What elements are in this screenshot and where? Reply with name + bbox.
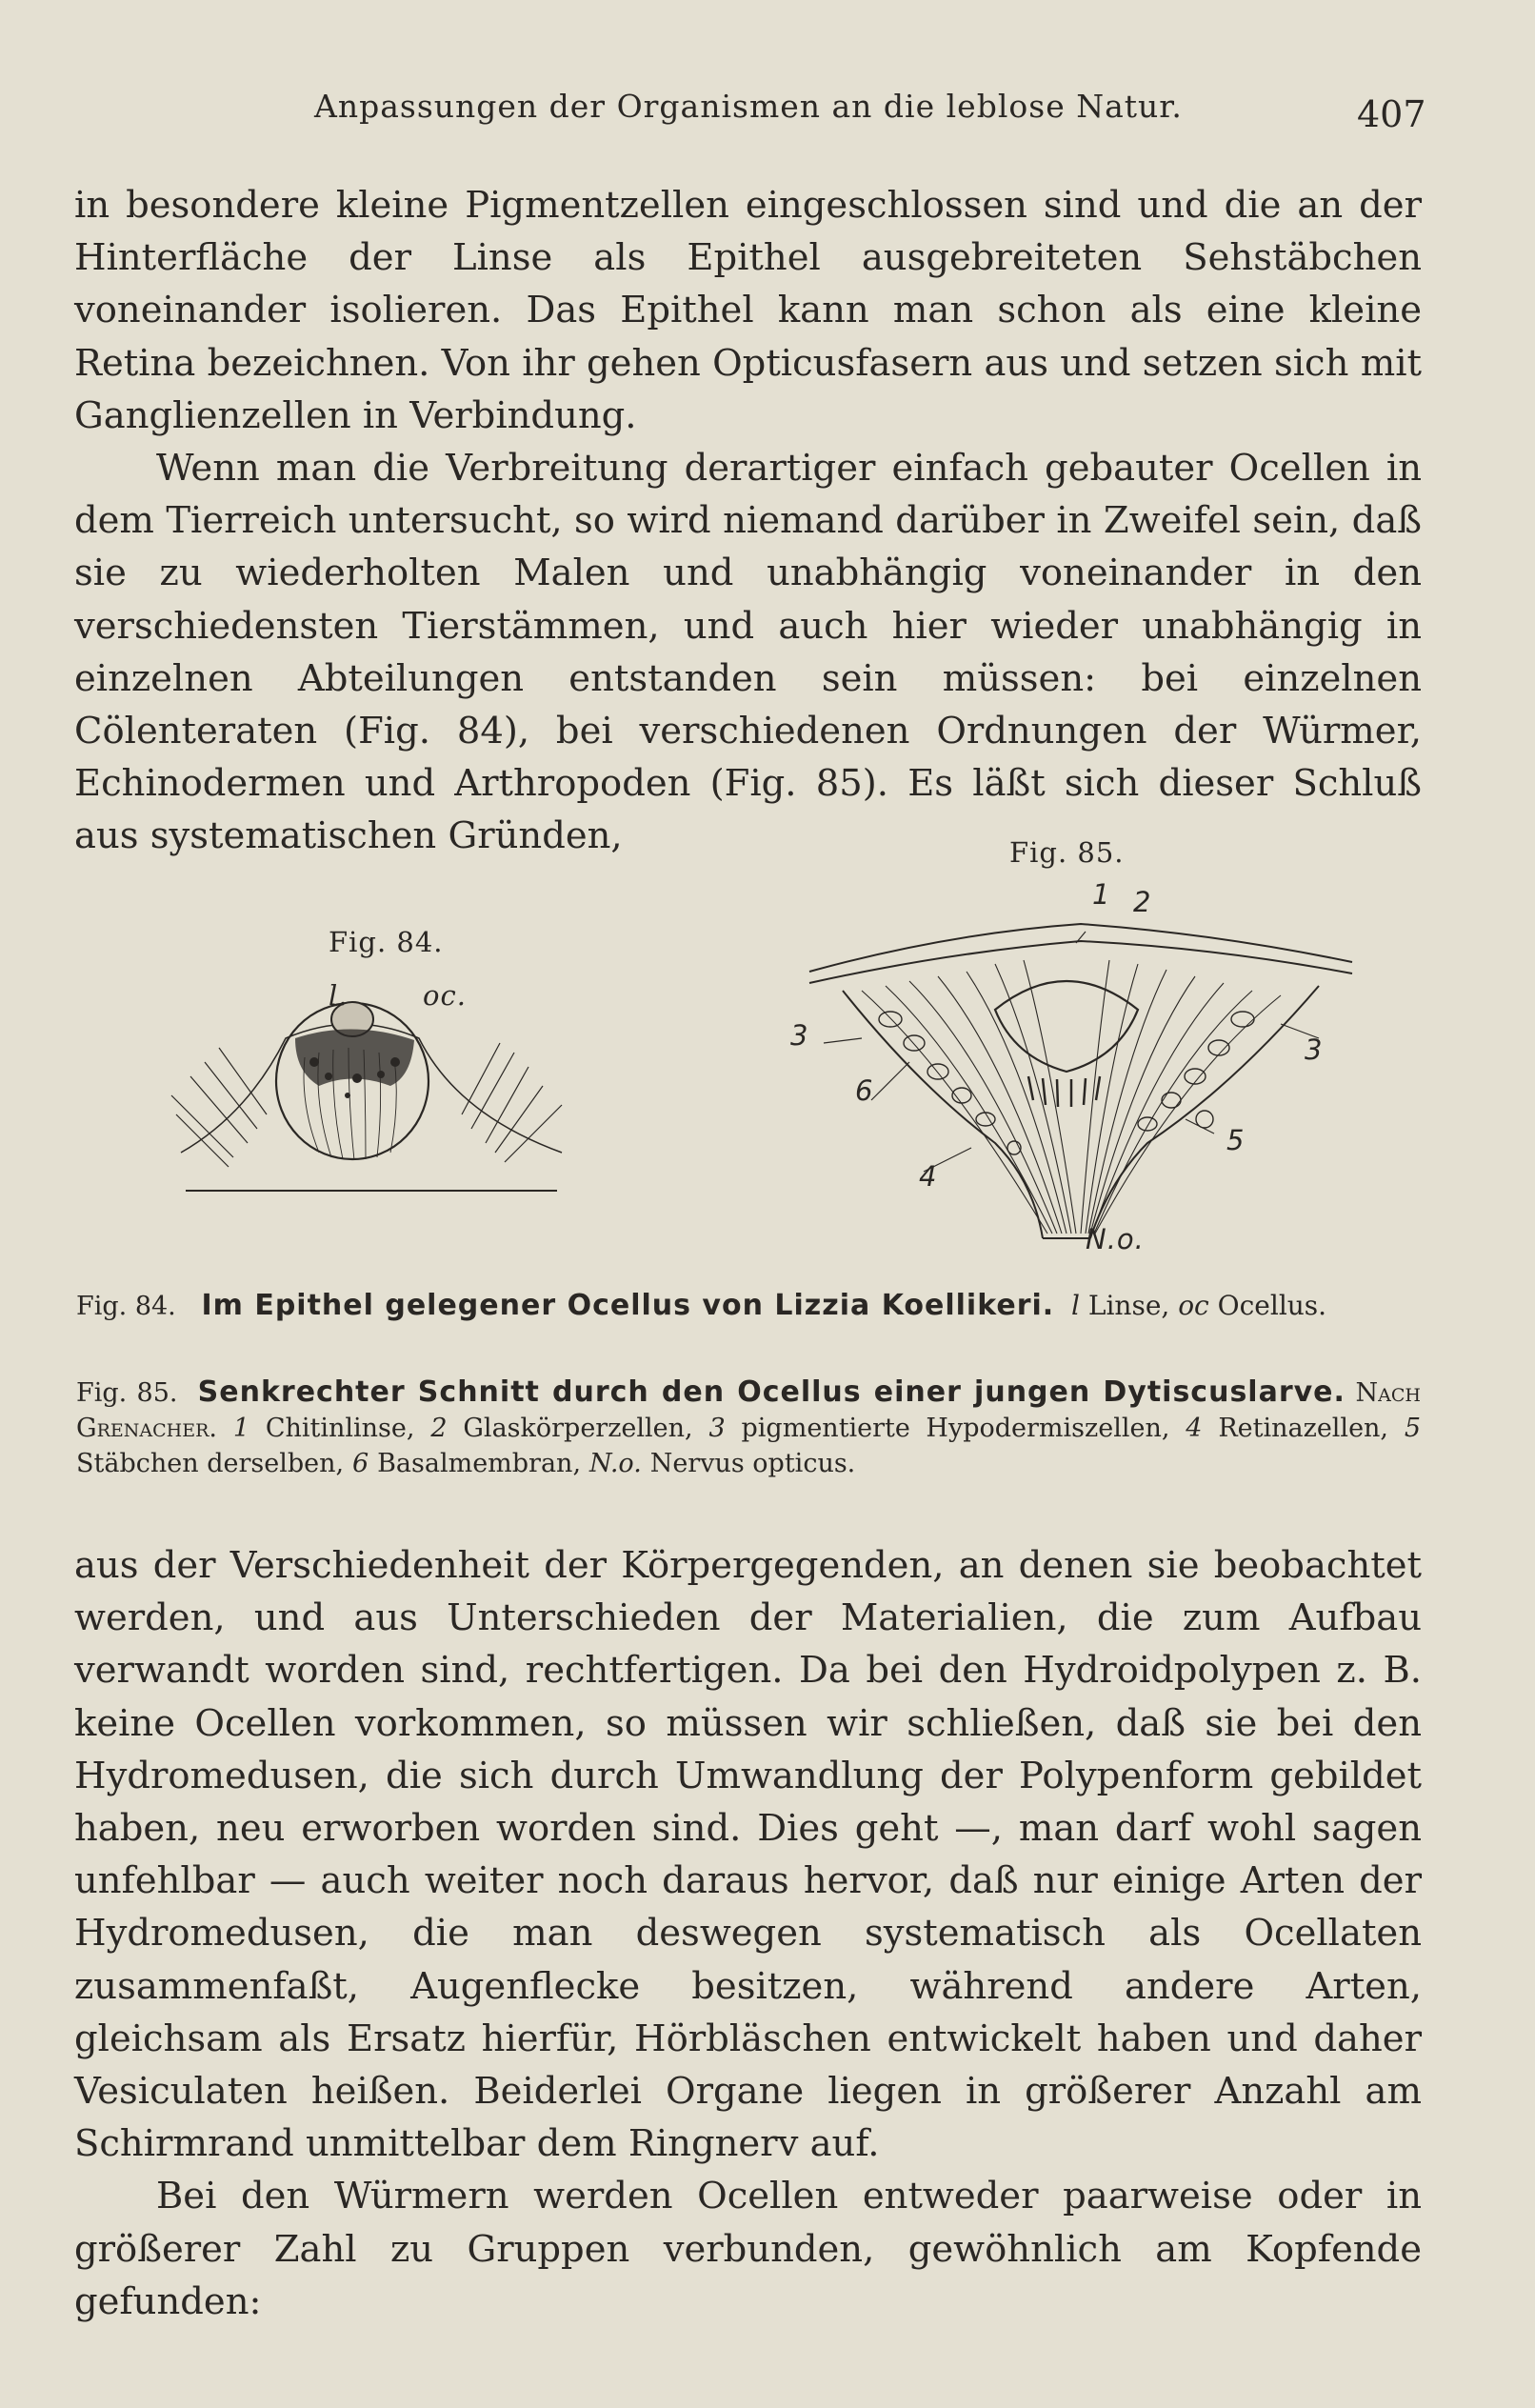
fig85-marker-4: 4: [919, 1160, 938, 1193]
caption-fig85-key-no: N.o.: [588, 1449, 642, 1478]
caption-fig84-oc-abbr: oc: [1178, 1290, 1209, 1321]
caption-fig84-l-abbr: l: [1071, 1290, 1080, 1321]
paragraph-1: in besondere kleine Pigmentzellen eingeschlossen sind und die an der Hinterfläche der Linse als Epithel ausgebreiteten Sehstäbchen voneinander isolieren. Das Epithel kann man schon als eine kleine Retina bezeichnen. Von ihr gehen Opticusfasern aus und setzen sich mit Ganglienzellen in Verbindung.: [74, 184, 1422, 437]
fig85-marker-1: 1: [1092, 878, 1111, 911]
caption-fig85-label: Fig. 85.: [76, 1378, 178, 1408]
caption-fig85-text-5: Stäbchen derselben,: [76, 1449, 345, 1478]
fig85-marker-3-left: 3: [790, 1019, 809, 1052]
body-text-bottom: [74, 1539, 1422, 2328]
caption-fig85-key-5: 5: [1404, 1414, 1422, 1443]
caption-fig85-key-3: 3: [708, 1414, 726, 1443]
caption-fig85-text-1: Chitinlinse,: [265, 1414, 415, 1443]
fig84-label: Fig. 84.: [329, 926, 444, 958]
caption-fig85-key-2: 2: [430, 1414, 448, 1443]
running-header: Anpassungen der Organismen an die leblose Natur.: [314, 88, 1183, 125]
paragraph-3: aus der Verschiedenheit der Körpergegenden, an denen sie beobachtet werden, und aus Unterschieden der Materialien, die zum Aufbau verwandt worden sind, rechtfertigen. Da bei den Hydroidpolypen z. B. keine Ocellen vorkommen, so müssen wir schließen, daß sie bei den Hydromedusen, die sich durch Umwandlung der Polypenform gebildet haben, neu erworben worden sind. Dies geht —, man darf wohl sagen unfehlbar — auch weiter noch daraus hervor, daß nur einige Arten der Hydromedusen, die man deswegen systematisch als Ocellaten zusammenfaßt, Augenflecke besitzen, während andere Arten, gleichsam als Ersatz hierfür, Hörbläschen entwickelt haben und daher Vesiculaten heißen. Beiderlei Organe liegen in größerer Anzahl am Schirmrand unmittelbar dem Ringnerv auf.: [74, 1544, 1422, 2166]
caption-fig85-title: Senkrechter Schnitt durch den Ocellus einer jungen Dytiscuslarve.: [197, 1375, 1346, 1409]
fig85-marker-6: 6: [855, 1074, 874, 1107]
caption-fig85: [76, 1375, 1421, 1481]
caption-fig85-text-2: Glaskörperzellen,: [463, 1414, 693, 1443]
fig84-marker-oc: oc.: [423, 979, 467, 1012]
paragraph-4: Bei den Würmern werden Ocellen entweder paarweise oder in größerer Zahl zu Gruppen verbunden, gewöhnlich am Kopfende gefunden:: [74, 2175, 1422, 2323]
caption-fig85-key-6: 6: [351, 1449, 369, 1478]
caption-fig84-oc-text: Ocellus.: [1217, 1290, 1327, 1321]
caption-fig85-key-1: 1: [232, 1414, 249, 1443]
caption-fig85-key-4: 4: [1186, 1414, 1203, 1443]
caption-fig85-source: Nach Grenacher.: [76, 1378, 1421, 1443]
caption-fig84-label: Fig. 84.: [76, 1292, 176, 1321]
body-text-top: [74, 179, 1422, 863]
caption-fig84-l-text: Linse,: [1087, 1290, 1170, 1321]
caption-fig85-text-6: Basalmembran,: [377, 1449, 582, 1478]
caption-fig85-text-4: Retinazellen,: [1218, 1414, 1389, 1443]
caption-fig85-text-no: Nervus opticus.: [649, 1449, 856, 1478]
fig85-marker-3-right: 3: [1305, 1033, 1324, 1066]
fig85-label: Fig. 85.: [1009, 836, 1125, 869]
fig85-illustration: [805, 895, 1357, 1257]
caption-fig84-title: Im Epithel gelegener Ocellus von Lizzia Koellikeri.: [201, 1289, 1055, 1322]
page-number: 407: [1357, 93, 1426, 135]
fig84-marker-l: l.: [329, 979, 349, 1012]
caption-fig85-text-3: pigmentierte Hypodermiszellen,: [741, 1414, 1170, 1443]
caption-fig84: [76, 1288, 1421, 1325]
fig85-marker-no: N.o.: [1086, 1223, 1145, 1255]
fig85-marker-5: 5: [1226, 1124, 1246, 1156]
paragraph-2: Wenn man die Verbreitung derartiger einfach gebauter Ocellen in dem Tierreich untersucht, so wird niemand darüber in Zweifel sein, daß sie zu wiederholten Malen und unabhängig voneinander in den verschiedensten Tierstämmen, und auch hier wieder unabhängig in einzelnen Abteilungen entstanden sein müssen: bei einzelnen Cölenteraten (Fig. 84), bei verschiedenen Ordnungen der Würmer, Echinodermen und Arthropoden (Fig. 85). Es läßt sich dieser Schluß aus systematischen Gründen,: [74, 447, 1422, 858]
fig85-marker-2: 2: [1133, 886, 1152, 918]
fig84-illustration: [162, 972, 581, 1200]
